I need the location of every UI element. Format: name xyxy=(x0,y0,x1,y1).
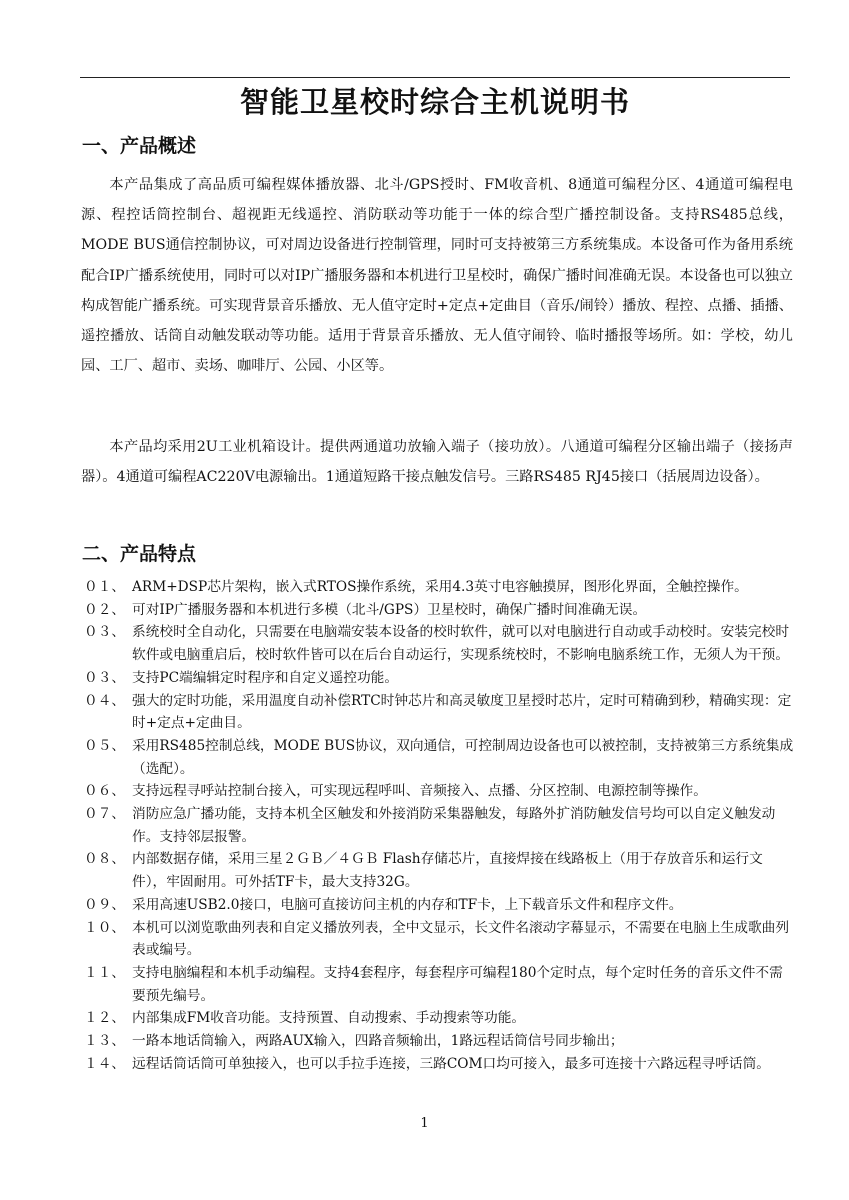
feature-item xyxy=(84,621,794,666)
feature-text: 强大的定时功能，采用温度自动补偿RTC时钟芯片和高灵敏度卫星授时芯片，定时可精确到秒，精确实现：定时+定点+定曲目。 xyxy=(132,692,792,732)
feature-number: １２、 xyxy=(84,1010,126,1027)
feature-list xyxy=(84,576,794,1075)
feature-number: １３、 xyxy=(84,1033,126,1050)
feature-text: 可对IP广播服务器和本机进行多模（北斗/GPS）卫星校时，确保广播时间准确无误。 xyxy=(132,601,647,618)
feature-item xyxy=(84,1007,794,1030)
feature-text: 一路本地话筒输入，两路AUX输入，四路音频输出，1路远程话筒信号同步输出； xyxy=(132,1033,624,1050)
feature-item xyxy=(84,599,794,622)
document-title: 智能卫星校时综合主机说明书 xyxy=(239,85,630,119)
feature-text: 内部集成FM收音功能。支持预置、自动搜索、手动搜索等功能。 xyxy=(132,1010,526,1027)
feature-number: ０８、 xyxy=(84,851,126,868)
feature-number: ０１、 xyxy=(84,579,126,595)
feature-text: 支持电脑编程和本机手动编程。支持4套程序，每套程序可编程180个定时点，每个定时任务的音乐文件不需要预先编号。 xyxy=(132,964,783,1004)
feature-text: 支持远程寻呼站控制台接入，可实现远程呼叫、音频接入、点播、分区控制、电源控制等操作。 xyxy=(132,783,707,800)
section-heading-overview: 一、产品概述 xyxy=(82,135,197,157)
top-rule xyxy=(80,77,790,78)
feature-text: 支持PC端编辑定时程序和自定义遥控功能。 xyxy=(132,669,399,686)
feature-number: ０３、 xyxy=(84,624,126,641)
feature-number: １１、 xyxy=(84,964,126,981)
feature-item xyxy=(84,917,794,962)
feature-number: ０９、 xyxy=(84,896,126,913)
feature-item xyxy=(84,1030,794,1053)
overview-paragraph-2: 本产品均采用2U工业机箱设计。提供两通道功放输入端子（接功放）。八通道可编程分区输出端子（接扬声器）。4通道可编程AC220V电源输出。1通道短路干接点触发信号。三路RS485 RJ45接口（括展周边设备）。 xyxy=(81,439,793,486)
feature-item xyxy=(84,780,794,803)
feature-text: ARM+DSP芯片架构，嵌入式RTOS操作系统，采用4.3英寸电容触摸屏，图形化界面，全触控操作。 xyxy=(132,579,748,595)
feature-number: １０、 xyxy=(84,919,126,936)
feature-item xyxy=(84,690,794,735)
feature-item xyxy=(84,735,794,780)
feature-item xyxy=(84,803,794,848)
feature-item xyxy=(84,576,794,599)
feature-item xyxy=(84,848,794,893)
feature-text: 采用RS485控制总线，MODE BUS协议，双向通信，可控制周边设备也可以被控制，支持被第三方系统集成（选配）。 xyxy=(132,737,794,777)
feature-item xyxy=(84,1053,794,1076)
feature-text: 内部数据存储，采用三星２ＧＢ／４ＧＢ Flash存储芯片，直接焊接在线路板上（用于存放音乐和运行文件），牢固耐用。可外括TF卡，最大支持32G。 xyxy=(132,851,763,891)
feature-text: 消防应急广播功能，支持本机全区触发和外接消防采集器触发，每路外扩消防触发信号均可以自定义触发动作。支持邻层报警。 xyxy=(132,806,776,845)
section-heading-features: 二、产品特点 xyxy=(82,543,197,565)
feature-number: ０７、 xyxy=(84,806,126,823)
feature-item xyxy=(84,962,794,1007)
feature-text: 远程话筒话筒可单独接入，也可以手拉手连接，三路COM口均可接入，最多可连接十六路远程寻呼话筒。 xyxy=(132,1055,770,1072)
feature-number: ０６、 xyxy=(84,783,126,800)
feature-item xyxy=(84,894,794,917)
feature-text: 采用高速USB2.0接口，电脑可直接访问主机的内存和TF卡，上下载音乐文件和程序文件。 xyxy=(132,896,683,913)
feature-number: ０４、 xyxy=(84,692,126,709)
feature-number: ０３、 xyxy=(84,669,126,686)
feature-text: 本机可以浏览歌曲列表和自定义播放列表，全中文显示，长文件名滚动字幕显示，不需要在电脑上生成歌曲列表或编号。 xyxy=(132,919,790,959)
feature-number: １４、 xyxy=(84,1055,126,1072)
page-number: 1 xyxy=(420,1116,429,1131)
feature-number: ０２、 xyxy=(84,601,126,618)
feature-number: ０５、 xyxy=(84,737,126,754)
overview-paragraph-1: 本产品集成了高品质可编程媒体播放器、北斗/GPS授时、FM收音机、8通道可编程分区、4通道可编程电源、程控话筒控制台、超视距无线遥控、消防联动等功能于一体的综合型广播控制设备。支持RS485总线，MODE BUS通信控制协议，可对周边设备进行控制管理，同时可支持被第三方系统集成。本设备可作为备用系统配合IP广播系统使用，同时可以对IP广播服务器和本机进行卫星校时，确保广播时间准确无误。本设备也可以独立构成智能广播系统。可实现背景音乐播放、无人值守定时+定点+定曲目（音乐/闹铃）播放、程控、点播、插播、遥控播放、话筒自动触发联动等功能。适用于背景音乐播放、无人值守闹铃、临时播报等场所。如：学校，幼儿园、工厂、超市、卖场、咖啡厅、公园、小区等。 xyxy=(81,177,793,375)
feature-item xyxy=(84,667,794,690)
feature-text: 系统校时全自动化，只需要在电脑端安装本设备的校时软件，就可以对电脑进行自动或手动校时。安装完校时软件或电脑重启后，校时软件皆可以在后台自动运行，实现系统校时，不影响电脑系统工作，无须人为干预。 xyxy=(132,624,790,664)
